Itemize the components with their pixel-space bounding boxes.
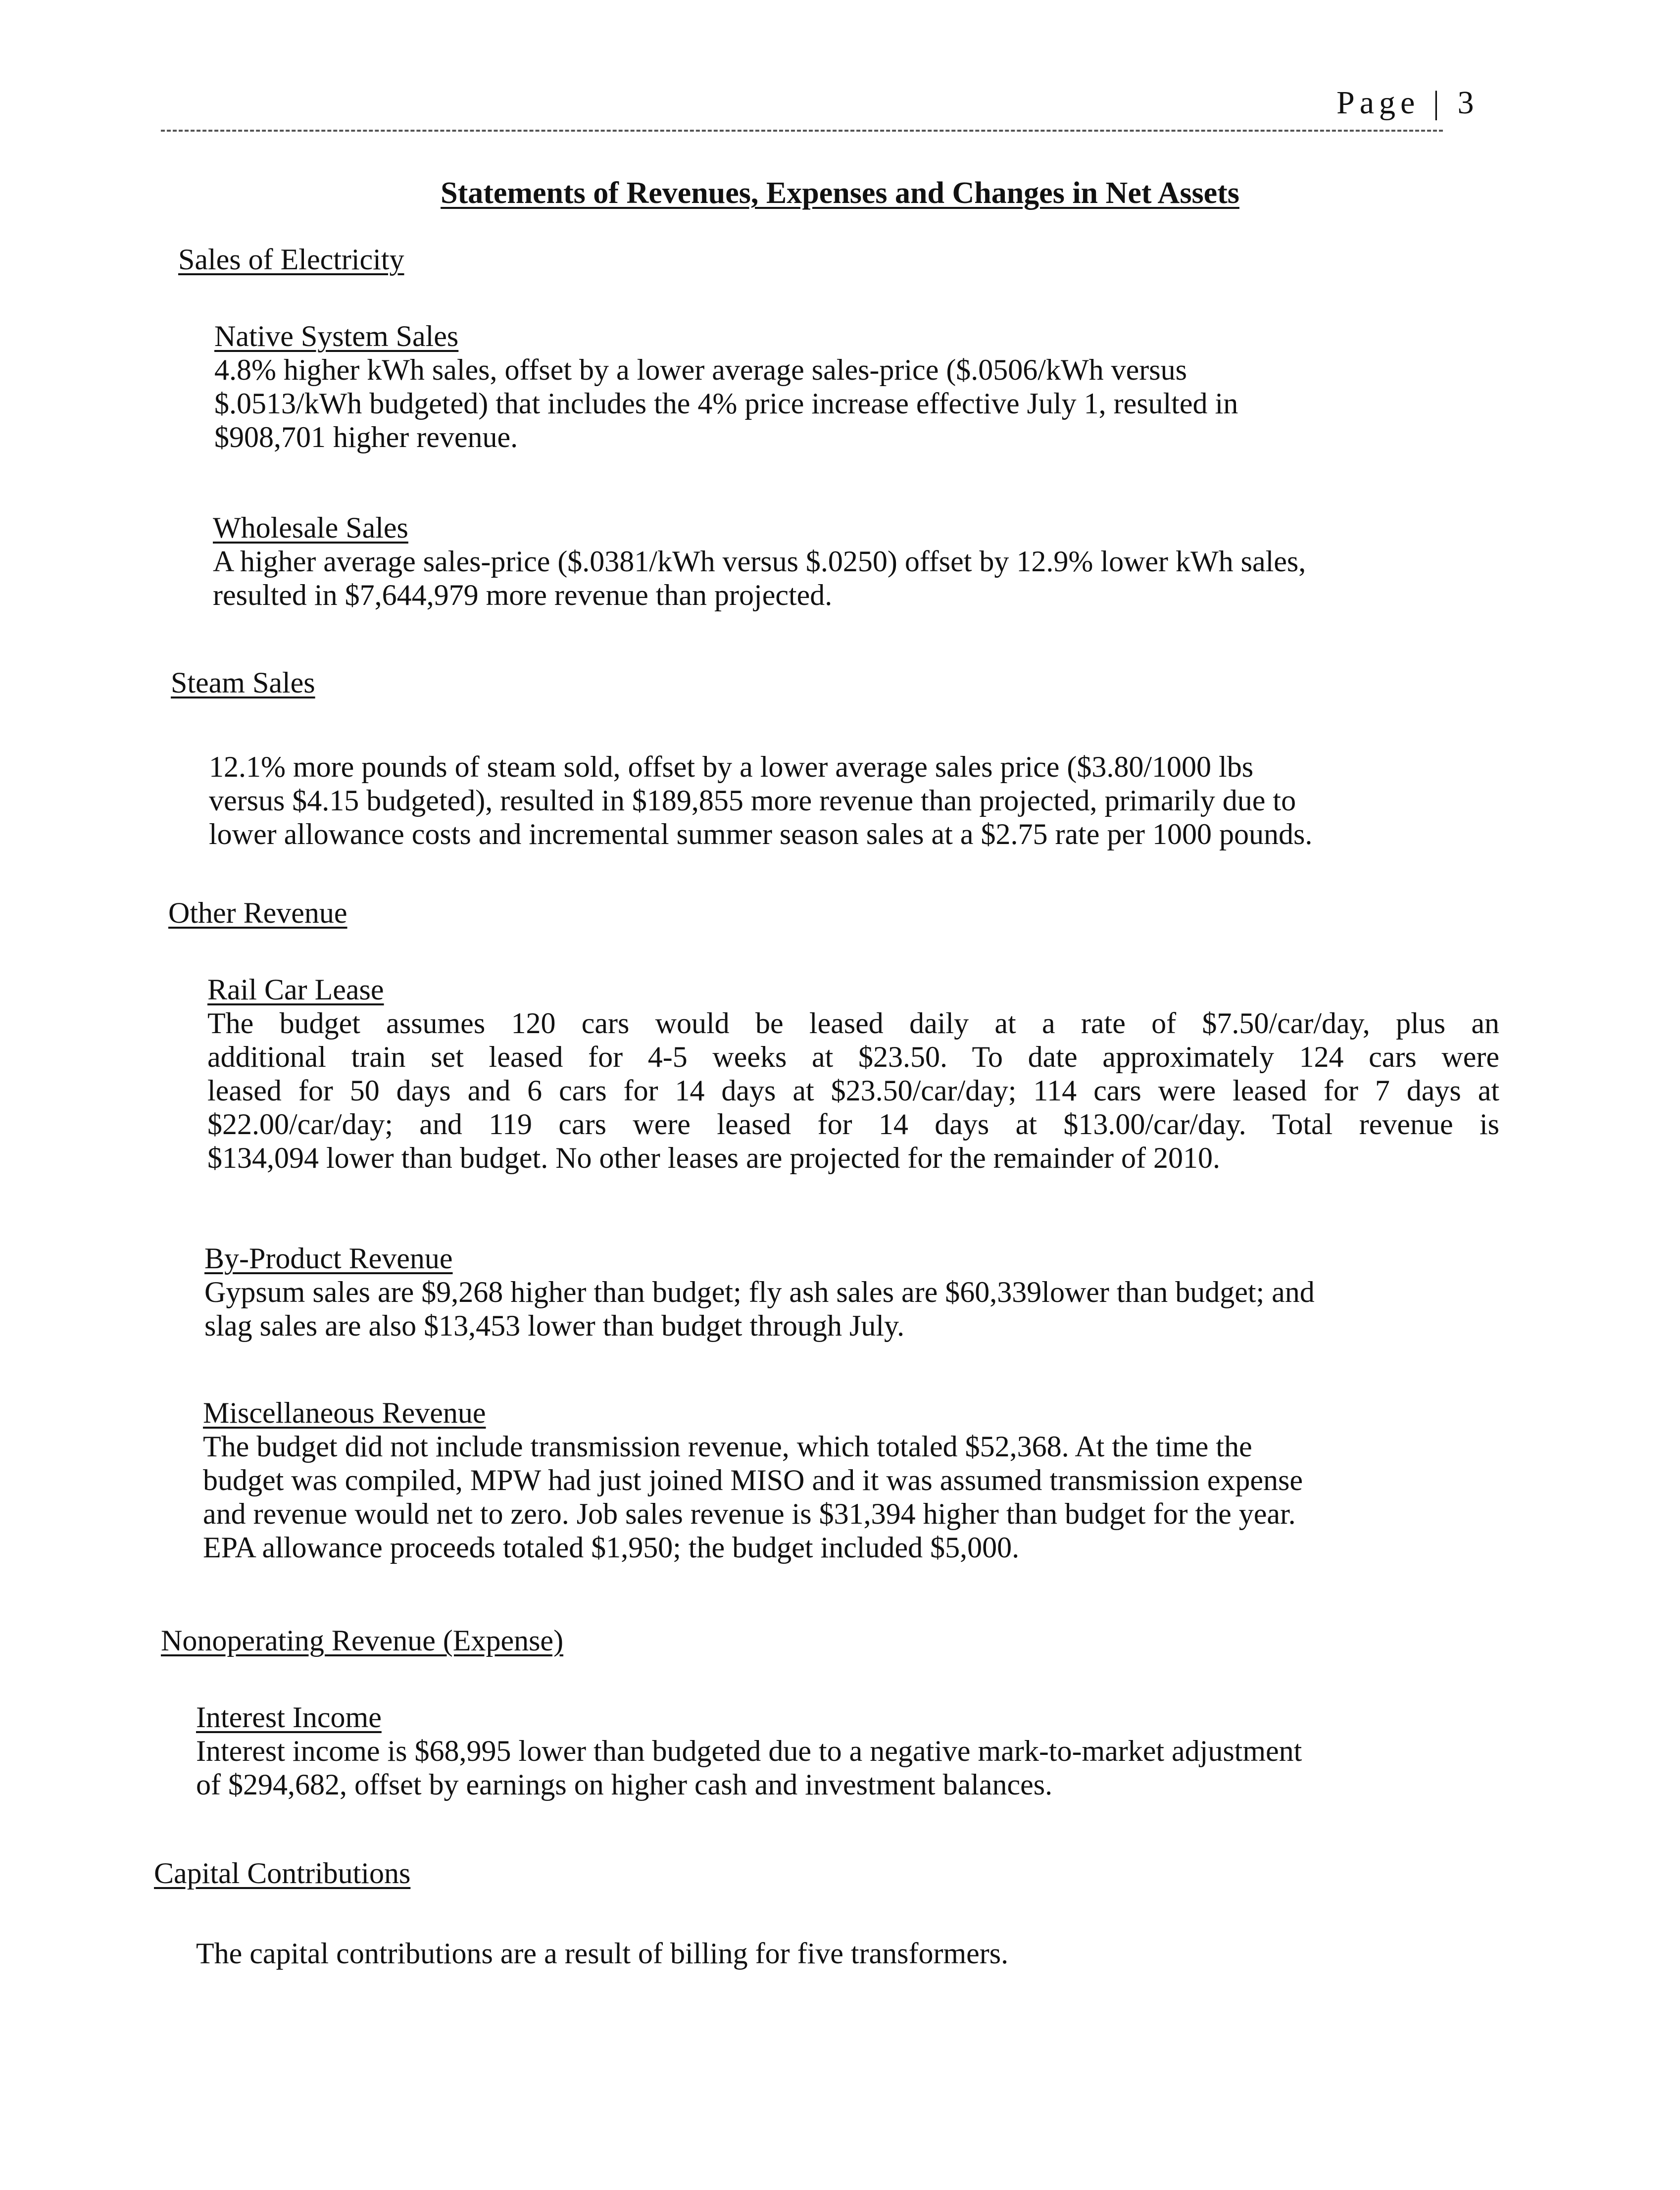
subheading: Miscellaneous Revenue — [203, 1396, 486, 1429]
text-line: resulted in $7,644,979 more revenue than projected. — [213, 579, 833, 611]
native-system-sales — [214, 319, 1238, 454]
heading-other-revenue: Other Revenue — [168, 896, 347, 929]
text-line: lower allowance costs and incremental summer season sales at a $2.75 rate per 1000 pounds. — [209, 818, 1313, 850]
steam-sales-text — [209, 750, 1312, 851]
text-line: The budget did not include transmission revenue, which totaled $52,368. At the time the — [203, 1430, 1252, 1463]
page-number: Page | 3 — [1336, 85, 1479, 121]
text-line: $.0513/kWh budgeted) that includes the 4% price increase effective July 1, resulted in — [214, 387, 1238, 420]
text-line: $22.00/car/day; and 119 cars were leased for 14 days at $13.00/car/day. Total revenue is — [207, 1108, 1499, 1141]
by-product-revenue — [204, 1242, 1315, 1343]
text-line: leased for 50 days and 6 cars for 14 days at $23.50/car/day; 114 cars were leased for 7 days at — [207, 1074, 1499, 1107]
text-line: 12.1% more pounds of steam sold, offset by a lower average sales price ($3.80/1000 lbs — [209, 750, 1254, 783]
capital-contributions-text — [196, 1937, 1008, 1970]
interest-income — [196, 1700, 1302, 1801]
text-line: budget was compiled, MPW had just joined MISO and it was assumed transmission expense — [203, 1464, 1303, 1496]
text-line: EPA allowance proceeds totaled $1,950; the budget included $5,000. — [203, 1531, 1020, 1564]
subheading: Interest Income — [196, 1701, 382, 1734]
subheading: Rail Car Lease — [207, 973, 384, 1006]
text-line: $908,701 higher revenue. — [214, 421, 518, 453]
text-line: additional train set leased for 4-5 weeks at $23.50. To date approximately 124 cars were — [207, 1041, 1499, 1073]
subheading: Native System Sales — [214, 320, 459, 352]
header-rule — [161, 130, 1443, 132]
text-line: and revenue would net to zero. Job sales revenue is $31,394 higher than budget for the year. — [203, 1497, 1296, 1530]
page-title: Statements of Revenues, Expenses and Changes in Net Assets — [441, 176, 1239, 210]
heading-capital-contributions: Capital Contributions — [154, 1857, 411, 1890]
text-line: of $294,682, offset by earnings on higher cash and investment balances. — [196, 1768, 1053, 1801]
heading-nonoperating-revenue: Nonoperating Revenue (Expense) — [161, 1624, 564, 1657]
text-line: Interest income is $68,995 lower than budgeted due to a negative mark-to-market adjustment — [196, 1735, 1302, 1767]
text-line: Gypsum sales are $9,268 higher than budget; fly ash sales are $60,339lower than budget; and — [204, 1276, 1315, 1308]
text-line: A higher average sales-price ($.0381/kWh versus $.0250) offset by 12.9% lower kWh sales, — [213, 545, 1306, 578]
rail-car-lease — [207, 973, 1499, 1175]
wholesale-sales — [213, 511, 1306, 612]
text-line: 4.8% higher kWh sales, offset by a lower average sales-price ($.0506/kWh versus — [214, 353, 1187, 386]
text-line: $134,094 lower than budget. No other leases are projected for the remainder of 2010. — [207, 1142, 1220, 1174]
subheading: Wholesale Sales — [213, 511, 408, 544]
heading-sales-of-electricity: Sales of Electricity — [178, 243, 404, 276]
text-line: slag sales are also $13,453 lower than budget through July. — [204, 1309, 905, 1342]
miscellaneous-revenue — [203, 1396, 1303, 1564]
subheading: By-Product Revenue — [204, 1242, 453, 1275]
heading-steam-sales: Steam Sales — [171, 666, 315, 699]
text-line: The capital contributions are a result of billing for five transformers. — [196, 1937, 1009, 1970]
text-line: versus $4.15 budgeted), resulted in $189,855 more revenue than projected, primarily due to — [209, 784, 1296, 817]
text-line: The budget assumes 120 cars would be leased daily at a rate of $7.50/car/day, plus an — [207, 1007, 1499, 1040]
